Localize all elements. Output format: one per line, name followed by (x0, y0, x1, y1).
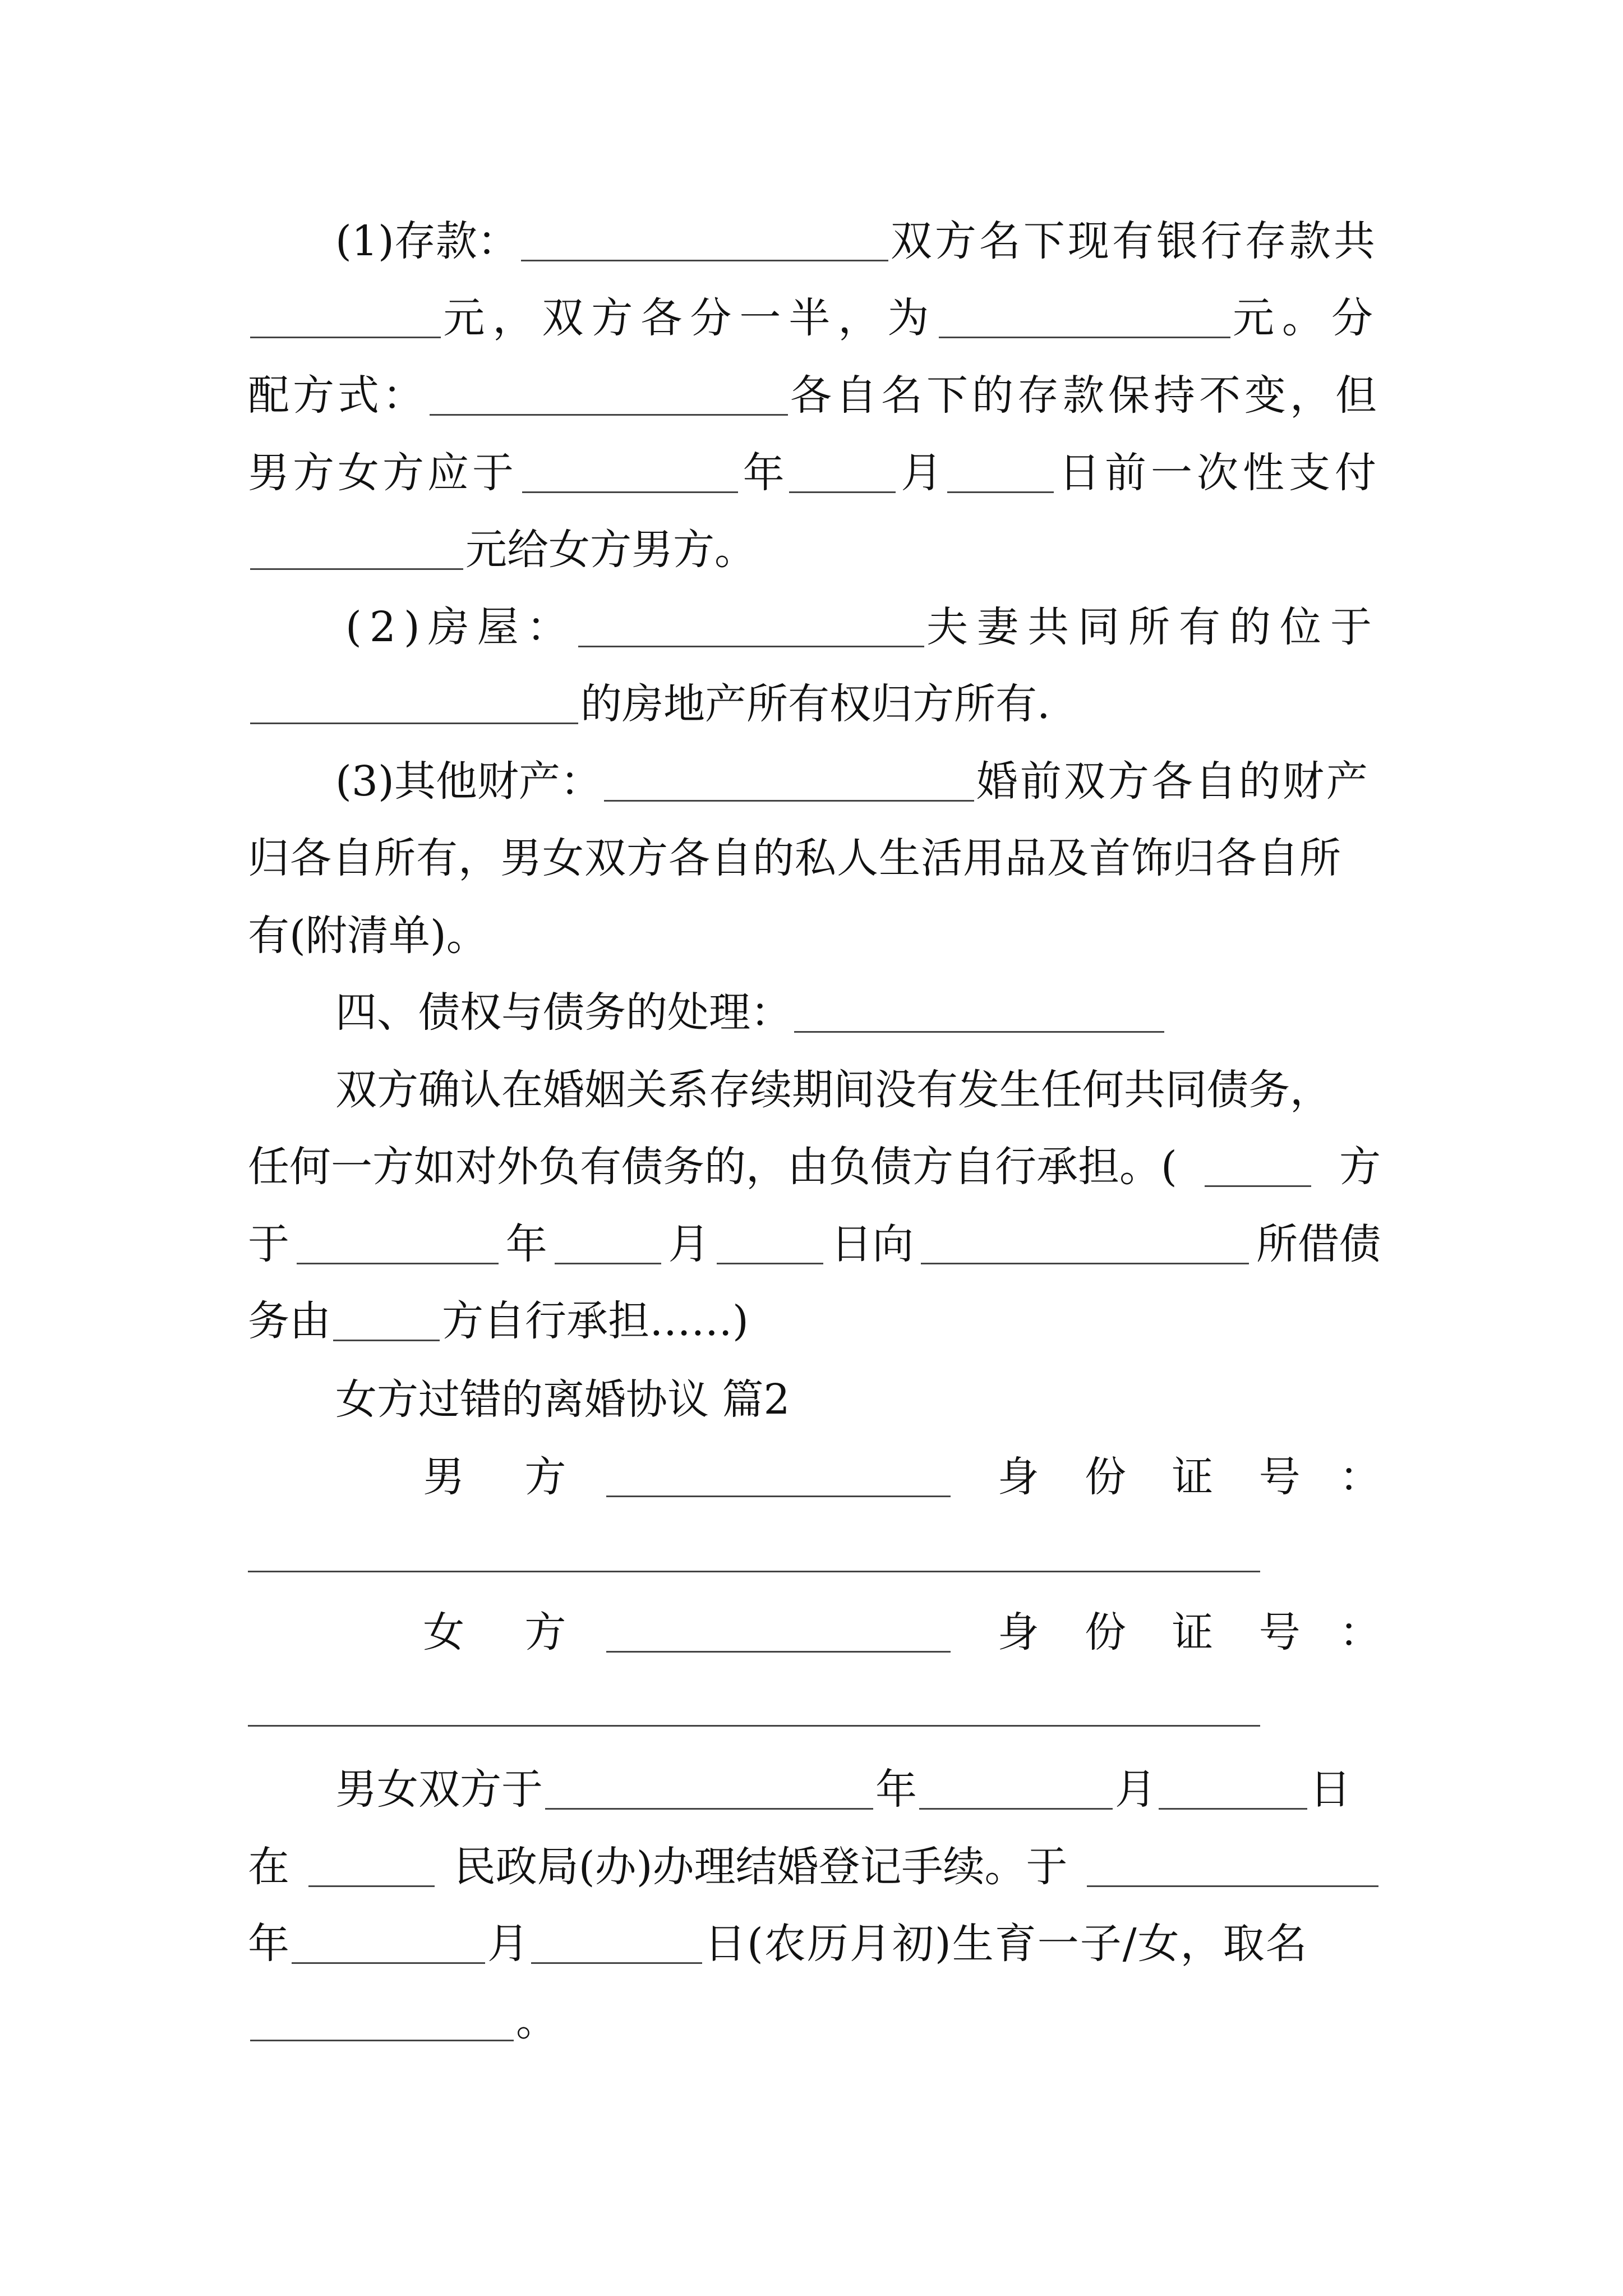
fill-blank[interactable] (794, 993, 1164, 1033)
fill-blank[interactable] (947, 453, 1054, 493)
fill-blank[interactable] (250, 530, 463, 570)
line-marriage (248, 1761, 1381, 1818)
fill-blank[interactable] (1087, 1847, 1378, 1887)
text: 号 (1258, 1453, 1301, 1501)
text: 方 (524, 1453, 566, 1501)
text: 月 (901, 449, 943, 497)
text: 女 (423, 1608, 465, 1657)
text: 日(农历月初)生育一子/女，取名 (704, 1920, 1308, 1968)
text: 份 (1085, 1608, 1127, 1657)
line-other-property-3 (248, 908, 1381, 964)
fill-blank[interactable] (250, 2001, 514, 2041)
id-number-blank-male[interactable] (248, 1571, 1260, 1572)
fill-blank[interactable] (1159, 1770, 1307, 1810)
line-debt-4 (248, 1293, 1381, 1349)
text: 方 (1339, 1143, 1381, 1191)
text: (1)存款： (335, 217, 519, 265)
line-deposit-4 (248, 445, 1381, 501)
text: 月 (668, 1220, 710, 1268)
line-debt-heading (248, 984, 1381, 1041)
text: 归各自所有，男女双方各自的私人生活用品及首饰归各自所 (248, 834, 1341, 882)
fill-blank[interactable] (921, 1225, 1249, 1264)
line-house-2 (248, 676, 1381, 732)
text: 男女双方于 (335, 1765, 543, 1814)
text: 年 (743, 449, 785, 497)
fill-blank[interactable] (531, 1924, 702, 1964)
line-female-id (248, 1604, 1381, 1660)
fill-blank[interactable] (292, 1924, 485, 1964)
line-deposit (248, 213, 1381, 269)
text: 务由 (248, 1297, 331, 1345)
fill-blank[interactable] (308, 1847, 435, 1887)
line-deposit-2 (248, 290, 1381, 346)
text: 元。分 (1233, 294, 1381, 342)
text: 男方女方应于 (248, 449, 517, 497)
text: 元给女方男方。 (465, 526, 756, 574)
fill-blank[interactable] (789, 453, 896, 493)
line-debt-2 (248, 1139, 1381, 1195)
text: 双方确认在婚姻关系存续期间没有发生任何共同债务， (335, 1066, 1331, 1114)
line-deposit-3 (248, 367, 1381, 424)
fill-blank[interactable] (606, 1457, 951, 1497)
text: 婚前双方各自的财产 (976, 757, 1370, 806)
text: 双方名下现有银行存款共 (890, 217, 1378, 265)
text: (2)房屋： (345, 603, 576, 651)
text: 年 (248, 1920, 289, 1968)
text: 的房地产所有权归方所有. (580, 680, 1050, 728)
text: 于 (248, 1220, 289, 1268)
text: 。 (516, 1997, 557, 2045)
text: 元，双方各分一半，为 (443, 294, 937, 342)
line-marriage-4 (248, 1993, 1381, 2049)
text: 方 (524, 1608, 566, 1657)
fill-blank[interactable] (604, 762, 974, 802)
line-debt (248, 1062, 1381, 1118)
line-marriage-3 (248, 1916, 1381, 1972)
id-number-blank-female[interactable] (248, 1725, 1260, 1727)
line-debt-3 (248, 1216, 1381, 1272)
text: 证 (1172, 1453, 1214, 1501)
fill-blank[interactable] (939, 298, 1230, 338)
text: 身 (997, 1453, 1039, 1501)
fill-blank[interactable] (521, 222, 888, 261)
fill-blank[interactable] (333, 1301, 440, 1341)
text: 日前一次性支付 (1058, 449, 1381, 497)
line-marriage-2 (248, 1839, 1381, 1895)
text: 在 (248, 1843, 289, 1891)
line-other-property-2 (248, 830, 1381, 886)
text: 夫妻共同所有的位于 (926, 603, 1381, 651)
fill-blank[interactable] (919, 1770, 1113, 1810)
text: ： (1339, 1608, 1381, 1657)
text: 日 (1310, 1765, 1351, 1814)
fill-blank[interactable] (606, 1613, 951, 1653)
text: 民政局(办)办理结婚登记手续。于 (454, 1843, 1068, 1891)
fill-blank[interactable] (578, 608, 924, 647)
section-heading: 女方过错的离婚协议 篇2 (335, 1375, 790, 1424)
text: 证 (1172, 1608, 1214, 1657)
text: 年 (875, 1765, 917, 1814)
fill-blank[interactable] (522, 453, 738, 493)
line-house (248, 599, 1381, 655)
text: 月 (487, 1920, 529, 1968)
section-title (248, 1372, 1381, 1428)
line-deposit-5 (248, 522, 1381, 578)
fill-blank[interactable] (297, 1225, 499, 1264)
text: 方自行承担……) (442, 1297, 749, 1345)
text: 所借债 (1256, 1220, 1381, 1268)
fill-blank[interactable] (1205, 1147, 1311, 1187)
text: ： (1339, 1453, 1381, 1501)
fill-blank[interactable] (250, 684, 578, 724)
text: 配方式： (248, 371, 427, 420)
fill-blank[interactable] (555, 1225, 661, 1264)
fill-blank[interactable] (430, 376, 788, 416)
line-male-id (248, 1449, 1381, 1505)
text: 月 (1115, 1765, 1156, 1814)
text: 身 (997, 1608, 1039, 1657)
text: 号 (1258, 1608, 1301, 1657)
text: 年 (505, 1220, 547, 1268)
text: 日向 (831, 1220, 914, 1268)
text: 四、债权与债务的处理： (335, 988, 792, 1037)
text: 有(附清单)。 (248, 912, 488, 960)
text: 任何一方如对外负有债务的，由负债方自行承担。( (248, 1143, 1177, 1191)
fill-blank[interactable] (545, 1770, 873, 1810)
text: 各自名下的存款保持不变，但 (790, 371, 1381, 420)
text: (3)其他财产： (335, 757, 602, 806)
line-other-property (248, 753, 1381, 809)
fill-blank[interactable] (250, 298, 441, 338)
text: 份 (1085, 1453, 1127, 1501)
text: 男 (423, 1453, 465, 1501)
fill-blank[interactable] (717, 1225, 823, 1264)
